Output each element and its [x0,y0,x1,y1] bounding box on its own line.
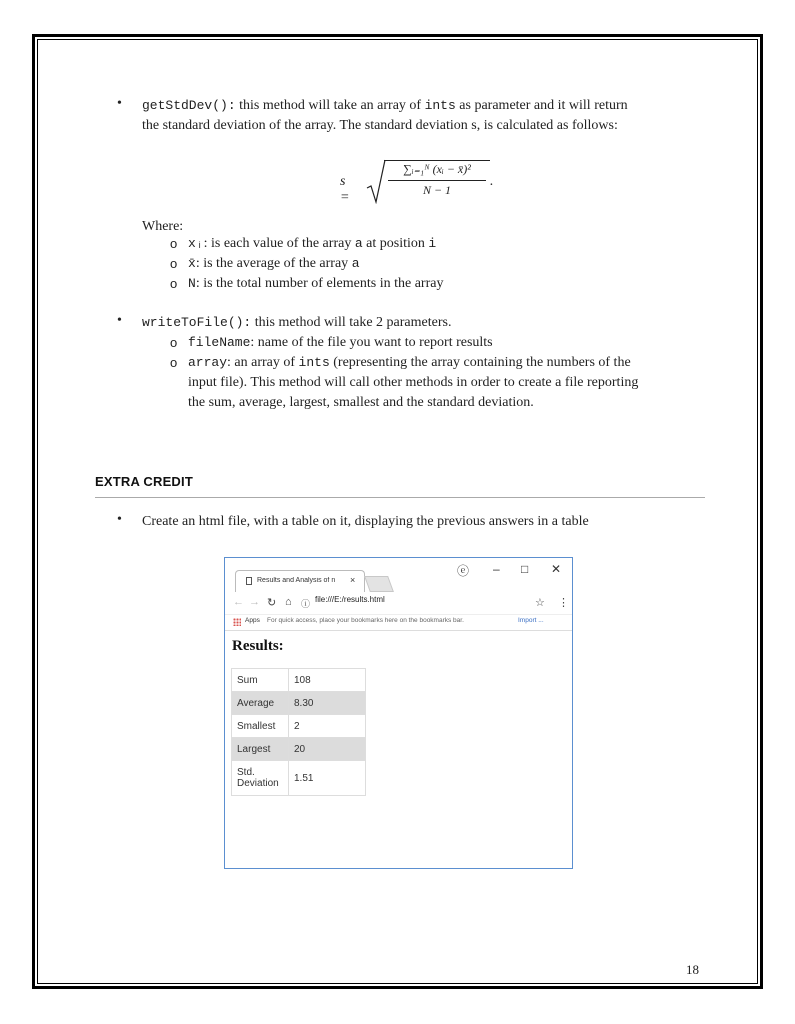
new-tab-button[interactable] [364,576,394,592]
param-array: array: an array of ints (representing the array containing the numbers of the [188,355,631,370]
import-link[interactable]: Import ... [518,617,544,624]
results-heading: Results: [232,638,284,654]
table-row: Sum 108 [232,669,366,692]
method-writetofile: writeToFile(): [142,315,252,330]
info-icon[interactable]: ⓘ [301,599,311,609]
forward-arrow-icon[interactable]: → [249,596,260,608]
sqrt-sign-icon [366,158,386,204]
back-arrow-icon[interactable]: ← [233,596,244,608]
results-table [231,668,366,796]
maximize-icon[interactable]: □ [521,562,529,576]
getstddev-line1: getStdDev(): this method will take an array of ints as parameter and it will return [142,98,628,113]
browser-screenshot [224,557,573,869]
where-item-xi: xᵢ: is each value of the array a at position i [188,236,437,251]
sub-bullet-icon: o [170,256,178,271]
bookmark-star-icon[interactable]: ☆ [535,597,545,609]
table-row: Smallest 2 [232,715,366,738]
sub-bullet-icon: o [170,276,178,291]
sub-bullet-icon: o [170,236,178,251]
where-label: Where: [142,219,184,234]
writetofile-line: writeToFile(): this method will take 2 parameters. [142,315,452,330]
table-row: Average 8.30 [232,692,366,715]
browser-toolbar [225,592,572,615]
tab-title: Results and Analysis of n [257,577,336,584]
param-array-line2: input file). This method will call other methods in order to create a file reporting [188,375,639,390]
home-icon[interactable]: ⌂ [285,596,292,608]
menu-icon[interactable]: ⋮ [558,597,569,609]
table-row: Largest 20 [232,738,366,761]
where-item-xbar: x̄: is the average of the array a [188,256,360,271]
method-getstddev: getStdDev(): [142,98,236,113]
reload-icon[interactable]: ↻ [267,597,277,609]
where-item-n: N: is the total number of elements in the array [188,276,444,291]
apps-link[interactable]: Apps [245,617,260,624]
sub-bullet-icon: o [170,355,178,370]
account-icon[interactable]: ⓔ [457,564,470,578]
table-row: Std. Deviation 1.51 [232,761,366,796]
minimize-icon[interactable]: – [493,562,500,576]
formula-numerator: ∑ᵢ₌₁ᴺ (xᵢ − x̄)² [403,162,471,176]
bullet-icon: • [117,96,122,111]
address-bar[interactable]: file:///E:/results.html [315,595,385,604]
browser-tab[interactable] [235,570,365,592]
sub-bullet-icon: o [170,335,178,350]
browser-titlebar [225,558,572,592]
param-array-line3: the sum, average, largest, smallest and the standard deviation. [188,395,534,410]
bookmarks-bar [225,614,572,631]
param-filename: fileName: name of the file you want to report results [188,335,493,350]
getstddev-line2: the standard deviation of the array. The standard deviation s, is calculated as follows: [142,118,618,133]
document-icon [246,577,252,585]
section-heading-extra-credit: EXTRA CREDIT [95,474,193,489]
bookmark-hint: For quick access, place your bookmarks here on the bookmarks bar. [267,617,464,624]
section-divider [95,497,705,498]
bullet-icon: • [117,313,122,328]
formula-denominator: N − 1 [422,183,452,197]
page-number: 18 [686,962,699,977]
extra-credit-text: Create an html file, with a table on it, displaying the previous answers in a table [142,514,589,529]
apps-grid-icon [233,618,241,626]
tab-close-icon[interactable]: × [350,575,356,585]
close-window-icon[interactable]: ✕ [551,562,562,576]
bullet-icon: • [117,512,122,527]
